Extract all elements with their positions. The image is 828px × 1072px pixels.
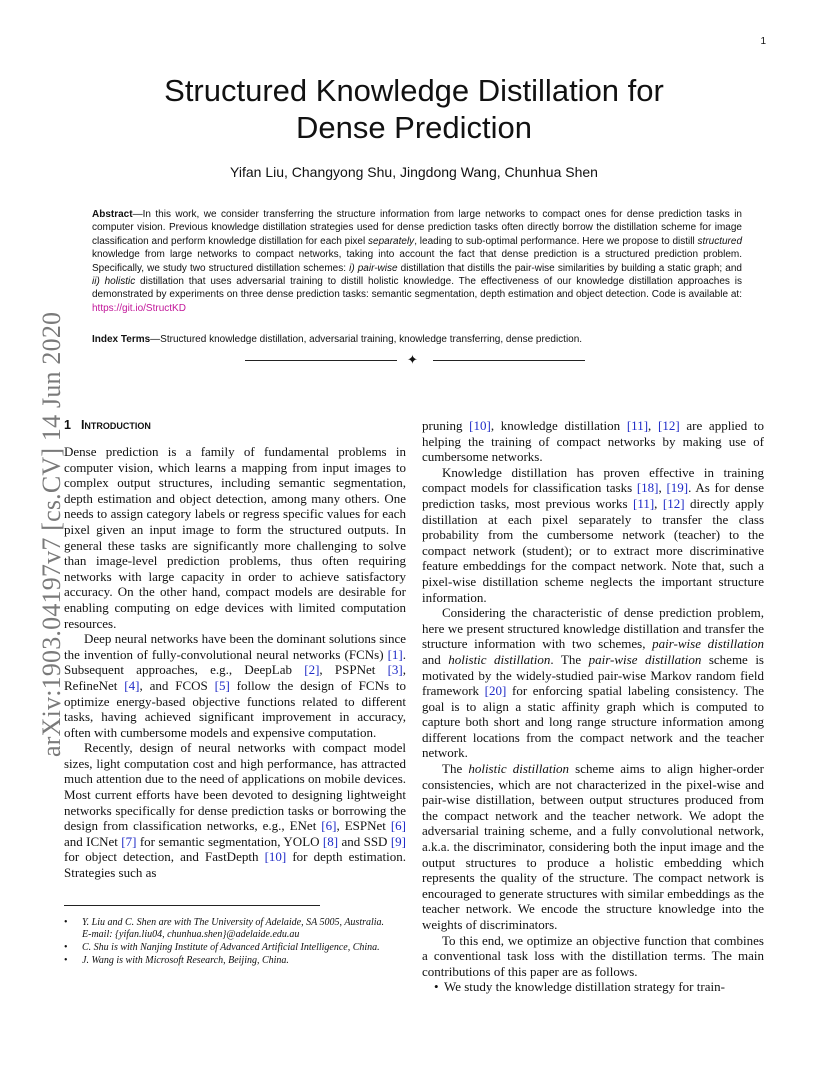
section-number: 1 bbox=[64, 418, 71, 432]
paragraph-text: , bbox=[654, 495, 663, 511]
divider-star-icon: ✦ bbox=[407, 352, 418, 367]
paragraph-text: scheme aims to align higher-order consistencies, which are not characterized in the pixel-wise and pair-wise distillation, between output structures produced from the compact network and the teacher network. We adopt the adversarial training scheme, and a fully convolutional network, a.k.a. the discriminator, considering both the input image and the output structures to produce a holistic embedding which represents the quality of the structure. The compact network is encouraged to generate structures with similar embeddings as the teacher network. We encode the structure knowledge into the weights of discriminators. bbox=[422, 761, 764, 932]
citation-link[interactable]: [8] bbox=[322, 833, 339, 849]
citation-link[interactable]: [19] bbox=[666, 480, 689, 496]
paragraph-text: , and FCOS bbox=[139, 677, 215, 693]
paragraph-text: follow the design of FCNs to optimize energy-based objective functions related to different tasks, having achieved significant improvement in accuracy, often with cumbersome models and expensive computation. bbox=[64, 677, 407, 740]
arxiv-side-stamp: arXiv:1903.04197v7 [cs.CV] 14 Jun 2020 bbox=[37, 311, 66, 757]
paragraph-text: Deep neural networks have been the dominant solutions since the invention of fully-convolutional neural networks (FCNs) bbox=[64, 631, 406, 662]
abstract-text: distillation that uses adversarial training to distill holistic knowledge. The effectiveness of our knowledge distillation approaches is demonstrated by experiments on three dense prediction tasks: semantic segmentation, depth estimation and object detection. Code is available at: bbox=[92, 276, 742, 301]
citation-link[interactable]: [7] bbox=[121, 833, 137, 849]
code-link[interactable]: https://git.io/StructKD bbox=[92, 302, 186, 314]
bullet-icon: • bbox=[434, 979, 439, 995]
intro-paragraph-5 bbox=[422, 465, 764, 605]
section-divider bbox=[245, 353, 585, 369]
paragraph-text: Recently, design of neural networks with compact model sizes, light computation cost and high performance, has attracted much attention due to the need of applications on mobile devices. Most current efforts have been devoted to designing lightweight networks specifically for dense prediction tasks or borrowing the design from classification networks, e.g., ENet bbox=[64, 740, 406, 834]
abstract-emphasis: ii) holistic bbox=[92, 276, 136, 288]
paragraph-text: and ICNet bbox=[64, 833, 122, 849]
abstract-emphasis: i) pair-wise bbox=[349, 262, 398, 274]
abstract bbox=[92, 208, 742, 315]
index-terms bbox=[92, 334, 742, 345]
paragraph-emphasis: pair-wise distillation bbox=[588, 651, 702, 667]
paragraph-text: . The bbox=[550, 651, 589, 667]
index-terms-lead: Index Terms bbox=[92, 334, 151, 345]
intro-paragraph-7 bbox=[422, 761, 764, 933]
paragraph-text: , bbox=[648, 418, 658, 433]
abstract-text: distillation that distills the pair-wise similarities by building a static graph; and bbox=[397, 262, 742, 274]
citation-link[interactable]: [10] bbox=[264, 849, 287, 865]
paragraph-text: for semantic segmentation, YOLO bbox=[136, 833, 323, 849]
citation-link[interactable]: [11] bbox=[632, 495, 655, 511]
paragraph-text: . Subsequent approaches, e.g., DeepLab bbox=[64, 646, 406, 678]
citation-link[interactable]: [3] bbox=[387, 662, 403, 678]
footnote-text: C. Shu is with Nanjing Institute of Advanced Artificial Intelligence, China. bbox=[82, 942, 380, 953]
intro-paragraph-6 bbox=[422, 605, 764, 761]
title-line-2: Dense Prediction bbox=[295, 110, 533, 145]
intro-paragraph-8: To this end, we optimize an objective function that combines a conventional task loss with the distillation terms. The main contributions of this paper are as follows. bbox=[422, 932, 764, 979]
title-line-1: Structured Knowledge Distillation for bbox=[164, 73, 664, 108]
citation-link[interactable]: [6] bbox=[390, 818, 407, 834]
abstract-text: knowledge from large networks to compact networks, taking into account the fact that dense prediction is a structured prediction problem. Specifically, we study two structured distillation schemes: bbox=[92, 249, 742, 274]
footnote-affiliation-adelaide bbox=[64, 917, 406, 941]
divider-rule-left bbox=[245, 360, 397, 361]
author-list: Yifan Liu, Changyong Shu, Jingdong Wang, Chunhua Shen bbox=[230, 164, 598, 180]
paragraph-text: Knowledge distillation has proven effective in training compact models for classification tasks bbox=[422, 464, 764, 496]
paragraph-text: . As for dense prediction tasks, most previous works bbox=[422, 480, 764, 511]
citation-link[interactable]: [5] bbox=[214, 677, 230, 693]
intro-paragraph-4 bbox=[422, 418, 764, 465]
page-number: 1 bbox=[760, 36, 766, 47]
footnote-text: Y. Liu and C. Shen are with The University of Adelaide, SA 5005, Australia. bbox=[82, 917, 385, 928]
paragraph-text: are applied to helping the training of compact networks by making use of cumbersome networks. bbox=[422, 418, 765, 465]
citation-link[interactable]: [4] bbox=[124, 677, 140, 693]
bullet-icon: • bbox=[64, 942, 68, 953]
citation-link[interactable]: [20] bbox=[484, 683, 507, 699]
paragraph-text: , RefineNet bbox=[64, 662, 406, 693]
paragraph-emphasis: pair-wise distillation bbox=[652, 636, 764, 652]
paragraph-text: , PSPNet bbox=[319, 662, 388, 678]
paragraph-text: , ESPNet bbox=[336, 818, 391, 834]
paragraph-text: scheme is motivated by the widely-studied pair-wise Markov random field framework bbox=[422, 651, 764, 699]
paper-title bbox=[90, 72, 738, 146]
citation-link[interactable]: [11] bbox=[626, 418, 649, 433]
footnote-email: E-mail: {yifan.liu04, chunhua.shen}@adelaide.edu.au bbox=[82, 929, 300, 940]
citation-link[interactable]: [6] bbox=[321, 818, 337, 834]
right-column bbox=[422, 418, 764, 995]
paragraph-text: for depth estimation. Strategies such as bbox=[64, 849, 406, 881]
index-terms-text: —Structured knowledge distillation, adversarial training, knowledge transferring, dense prediction. bbox=[150, 334, 583, 345]
abstract-text: , leading to sub-optimal performance. Here we propose to distill bbox=[414, 235, 698, 247]
paragraph-emphasis: holistic distillation bbox=[468, 761, 570, 777]
paragraph-text: and bbox=[422, 651, 449, 667]
abstract-emphasis: separately bbox=[368, 235, 415, 247]
paragraph-text: for object detection, and FastDepth bbox=[64, 849, 265, 865]
abstract-text: —In this work, we consider transferring the structure information from large networks to compact ones for dense prediction tasks in computer vision. Previous knowledge distillation strategies used for dense prediction tasks often directly borrow the distillation scheme for image classification and perform knowledge distillation for each pixel bbox=[92, 209, 742, 247]
paragraph-text: directly apply distillation at each pixel separately to transfer the class probability from the cumbersome network (teacher) to the compact network (student); or to extract more discriminative feature embeddings for the compact network. Note that, such a pixel-wise distillation scheme neglects the important structure information. bbox=[422, 495, 764, 605]
intro-paragraph-1: Dense prediction is a family of fundamental problems in computer vision, which learns a mapping from input images to complex output structures, including semantic segmentation, depth estimation and object detection, among many others. One needs to assign category labels or regress specific values for each pixel given an input image to form the structured outputs. In general these tasks are significantly more challenging to solve than image-level prediction problems, thus often requiring networks with large capacity in order to achieve satisfactory accuracy. On the other hand, compact models are desirable for enabling computing on edge devices with limited computation resources. bbox=[64, 444, 406, 631]
citation-link[interactable]: [12] bbox=[657, 418, 680, 433]
paragraph-text: for enforcing spatial labeling consistency. The goal is to align a static affinity graph which is computed to capture both short and long range structure information among different locations from the compact network and the teacher network. bbox=[422, 683, 764, 761]
paragraph-text: Considering the characteristic of dense prediction problem, here we present structured knowledge distillation and transfer the structure information with two schemes, bbox=[422, 605, 764, 652]
section-title: Introduction bbox=[80, 418, 151, 432]
footnote-rule bbox=[64, 905, 320, 906]
citation-link[interactable]: [10] bbox=[469, 418, 491, 433]
paragraph-text: The bbox=[442, 761, 469, 777]
left-column bbox=[64, 444, 406, 881]
paragraph-emphasis: holistic distillation bbox=[448, 651, 551, 667]
abstract-emphasis: structured bbox=[697, 235, 743, 247]
paragraph-text: We study the knowledge distillation strategy for train- bbox=[444, 979, 725, 995]
section-heading-introduction bbox=[64, 418, 151, 432]
footnote-text: J. Wang is with Microsoft Research, Beijing, China. bbox=[82, 955, 289, 966]
intro-paragraph-2 bbox=[64, 631, 406, 740]
footnotes bbox=[64, 917, 406, 968]
abstract-lead: Abstract bbox=[92, 209, 133, 220]
intro-paragraph-3 bbox=[64, 740, 406, 880]
contribution-bullet-1 bbox=[422, 979, 764, 995]
citation-link[interactable]: [12] bbox=[662, 495, 685, 511]
footnote-affiliation-nanjing bbox=[64, 942, 406, 954]
paragraph-text: , bbox=[658, 480, 667, 496]
paragraph-text: and SSD bbox=[338, 833, 391, 849]
bullet-icon: • bbox=[64, 917, 68, 928]
bullet-icon: • bbox=[64, 955, 68, 966]
paragraph-text: , knowledge distillation bbox=[490, 418, 627, 433]
citation-link[interactable]: [9] bbox=[390, 833, 406, 849]
citation-link[interactable]: [1] bbox=[387, 646, 403, 662]
citation-link[interactable]: [2] bbox=[304, 662, 320, 678]
footnote-affiliation-microsoft bbox=[64, 955, 406, 967]
divider-rule-right bbox=[433, 360, 585, 361]
citation-link[interactable]: [18] bbox=[636, 480, 659, 496]
paragraph-text: pruning bbox=[422, 418, 470, 433]
